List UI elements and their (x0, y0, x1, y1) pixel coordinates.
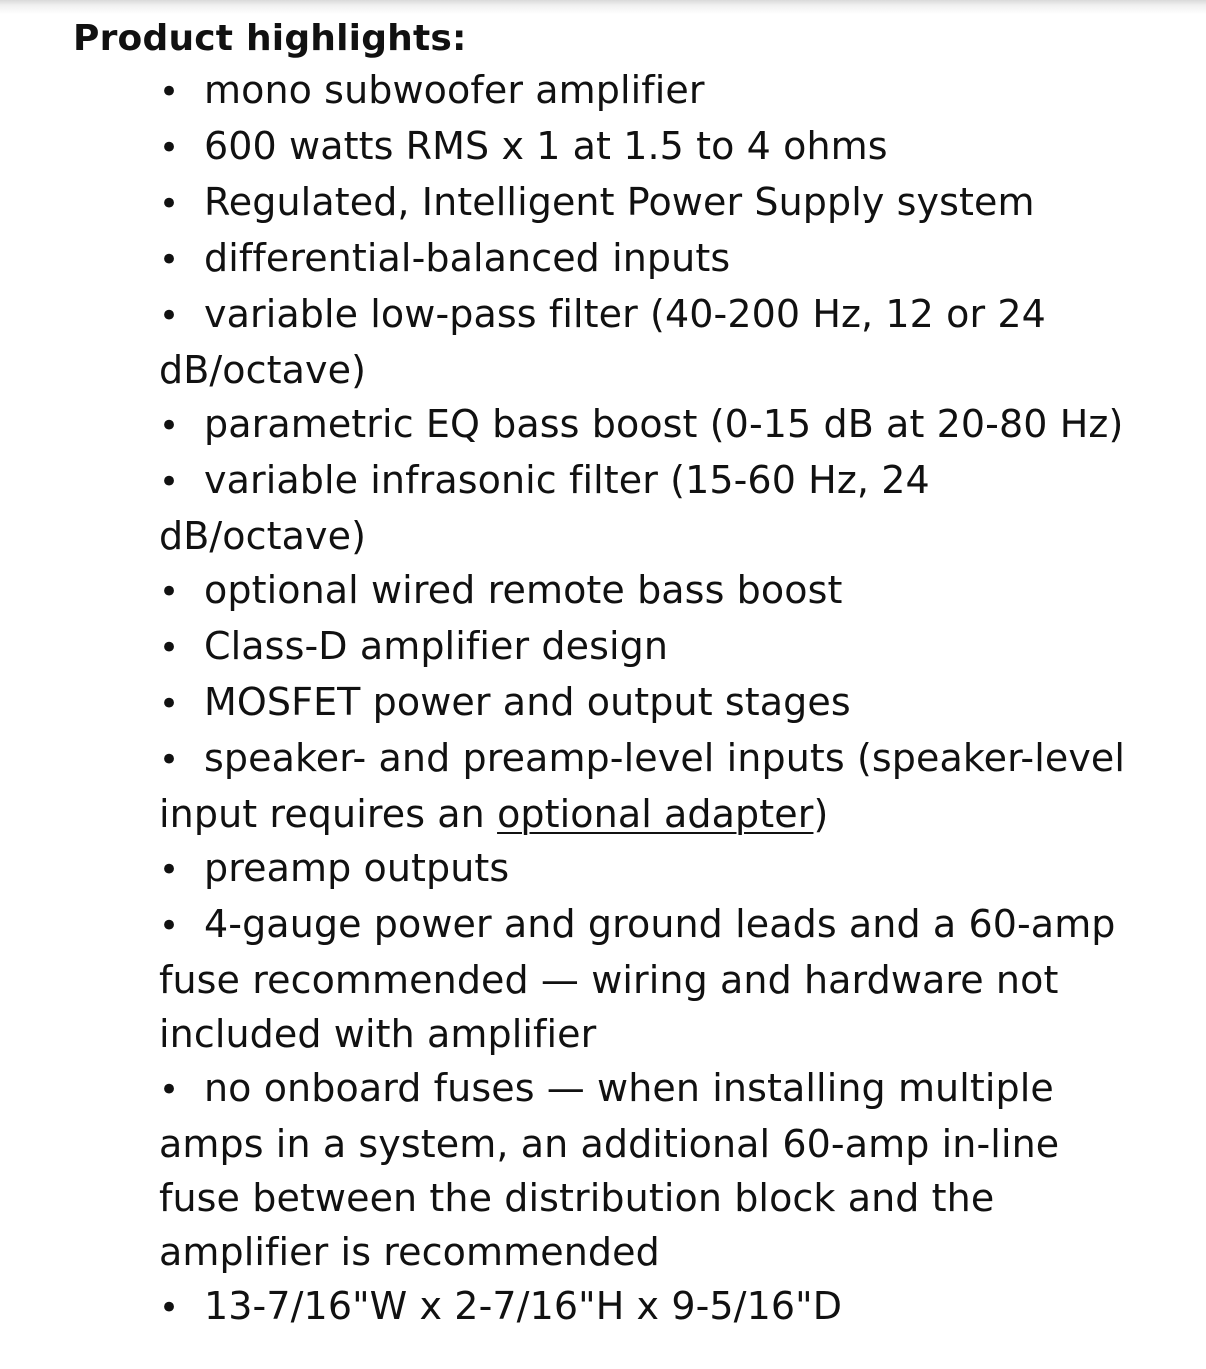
list-item-text: Class-D amplifier design (204, 624, 669, 668)
bullet-icon: • (159, 572, 180, 612)
list-item-text: 13-7/16"W x 2-7/16"H x 9-5/16"D (204, 1284, 843, 1328)
list-item (159, 675, 1139, 731)
optional-adapter-link[interactable]: optional adapter (497, 792, 814, 836)
list-item-text: 4-gauge power and ground leads and a 60-amp fuse recommended — wiring and hardware not included with amplifier (159, 902, 1116, 1056)
list-item (159, 397, 1139, 453)
list-item (159, 119, 1139, 175)
list-item-text: ) (813, 792, 829, 836)
section-heading: Product highlights: (73, 18, 467, 59)
list-item-text: no onboard fuses — when installing multiple amps in a system, an additional 60-amp in-line fuse between the distribution block and the amplifier is recommended (159, 1066, 1060, 1274)
list-item (159, 1061, 1139, 1279)
list-item (159, 175, 1139, 231)
bullet-icon: • (159, 850, 180, 890)
bullet-icon: • (159, 906, 180, 946)
list-item (159, 231, 1139, 287)
list-item (159, 453, 1139, 563)
list-item-text: parametric EQ bass boost (0-15 dB at 20-80 Hz) (204, 402, 1124, 446)
list-item-text: preamp outputs (204, 846, 510, 890)
bullet-icon: • (159, 684, 180, 724)
bullet-icon: • (159, 462, 180, 502)
bullet-icon: • (159, 240, 180, 280)
bullet-icon: • (159, 628, 180, 668)
bullet-icon: • (159, 1288, 180, 1328)
bullet-icon: • (159, 740, 180, 780)
list-item-text: variable infrasonic filter (15-60 Hz, 24 dB/octave) (159, 458, 930, 558)
top-edge-shadow (0, 0, 1206, 14)
list-item-text: optional wired remote bass boost (204, 568, 843, 612)
highlights-list (159, 63, 1139, 1335)
list-item (159, 1279, 1139, 1335)
list-item (159, 287, 1139, 397)
list-item (159, 563, 1139, 619)
list-item-text: speaker- and preamp-level inputs (speaker-level input requires an (159, 736, 1126, 836)
list-item (159, 841, 1139, 897)
list-item (159, 731, 1139, 841)
list-item-text: differential-balanced inputs (204, 236, 731, 280)
bullet-icon: • (159, 184, 180, 224)
list-item (159, 63, 1139, 119)
list-item-text: 600 watts RMS x 1 at 1.5 to 4 ohms (204, 124, 888, 168)
list-item-text: Regulated, Intelligent Power Supply system (204, 180, 1035, 224)
list-item (159, 619, 1139, 675)
list-item-text: MOSFET power and output stages (204, 680, 851, 724)
bullet-icon: • (159, 72, 180, 112)
bullet-icon: • (159, 128, 180, 168)
bullet-icon: • (159, 296, 180, 336)
list-item-text: mono subwoofer amplifier (204, 68, 705, 112)
bullet-icon: • (159, 406, 180, 446)
bullet-icon: • (159, 1070, 180, 1110)
list-item (159, 897, 1139, 1061)
list-item-text: variable low-pass filter (40-200 Hz, 12 or 24 dB/octave) (159, 292, 1046, 392)
